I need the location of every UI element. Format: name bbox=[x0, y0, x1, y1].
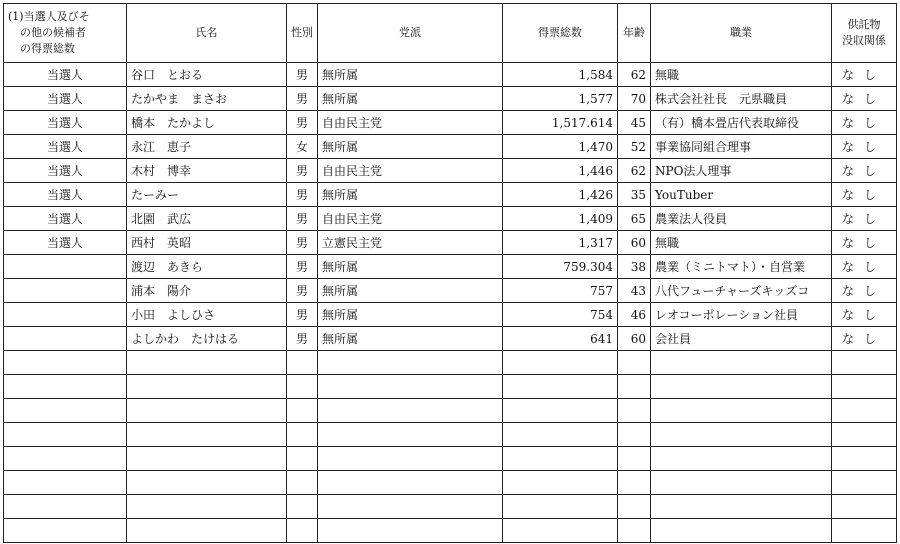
age-cell: 35 bbox=[618, 183, 651, 207]
table-body bbox=[4, 63, 897, 543]
sex-cell bbox=[287, 351, 318, 375]
table-row bbox=[4, 423, 897, 447]
age-cell: 46 bbox=[618, 303, 651, 327]
sex-cell: 女 bbox=[287, 135, 318, 159]
status-cell: 当選人 bbox=[4, 87, 127, 111]
status-cell: 当選人 bbox=[4, 207, 127, 231]
status-cell bbox=[4, 399, 127, 423]
votes-cell: 759.304 bbox=[503, 255, 618, 279]
deposit-cell: なし bbox=[832, 279, 897, 303]
votes-cell bbox=[503, 495, 618, 519]
occupation-cell: NPO法人理事 bbox=[651, 159, 832, 183]
age-cell bbox=[618, 399, 651, 423]
sex-cell bbox=[287, 519, 318, 543]
occupation-cell: 無職 bbox=[651, 63, 832, 87]
sex-cell bbox=[287, 495, 318, 519]
votes-cell: 1,409 bbox=[503, 207, 618, 231]
deposit-cell bbox=[832, 351, 897, 375]
occupation-cell bbox=[651, 351, 832, 375]
party-cell bbox=[318, 447, 503, 471]
candidate-name-cell bbox=[127, 423, 287, 447]
votes-cell: 1,577 bbox=[503, 87, 618, 111]
status-cell: 当選人 bbox=[4, 231, 127, 255]
status-cell bbox=[4, 495, 127, 519]
deposit-cell: なし bbox=[832, 111, 897, 135]
header-deposit bbox=[832, 4, 897, 63]
table-row bbox=[4, 207, 897, 231]
occupation-cell bbox=[651, 375, 832, 399]
deposit-cell: なし bbox=[832, 183, 897, 207]
age-cell bbox=[618, 519, 651, 543]
age-cell: 45 bbox=[618, 111, 651, 135]
sex-cell: 男 bbox=[287, 111, 318, 135]
candidate-name-cell: 西村 英昭 bbox=[127, 231, 287, 255]
party-cell bbox=[318, 519, 503, 543]
header-party: 党派 bbox=[318, 4, 503, 63]
age-cell: 43 bbox=[618, 279, 651, 303]
candidate-name-cell bbox=[127, 471, 287, 495]
sex-cell bbox=[287, 399, 318, 423]
occupation-cell: YouTuber bbox=[651, 183, 832, 207]
party-cell: 立憲民主党 bbox=[318, 231, 503, 255]
status-cell bbox=[4, 303, 127, 327]
deposit-cell: なし bbox=[832, 303, 897, 327]
party-cell: 自由民主党 bbox=[318, 159, 503, 183]
table-row bbox=[4, 495, 897, 519]
sex-cell bbox=[287, 447, 318, 471]
party-cell: 無所属 bbox=[318, 327, 503, 351]
deposit-cell: なし bbox=[832, 159, 897, 183]
status-cell bbox=[4, 279, 127, 303]
party-cell bbox=[318, 495, 503, 519]
candidate-name-cell: よしかわ たけはる bbox=[127, 327, 287, 351]
deposit-cell bbox=[832, 375, 897, 399]
header-sex: 性別 bbox=[287, 4, 318, 63]
party-cell bbox=[318, 375, 503, 399]
table-row bbox=[4, 399, 897, 423]
header-votes: 得票総数 bbox=[503, 4, 618, 63]
table-row bbox=[4, 279, 897, 303]
table-row bbox=[4, 351, 897, 375]
votes-cell bbox=[503, 447, 618, 471]
age-cell: 62 bbox=[618, 63, 651, 87]
header-result-category-line: の得票総数 bbox=[20, 42, 75, 55]
occupation-cell: （有）橋本畳店代表取締役 bbox=[651, 111, 832, 135]
sex-cell: 男 bbox=[287, 63, 318, 87]
table-row bbox=[4, 63, 897, 87]
age-cell bbox=[618, 423, 651, 447]
occupation-cell: レオコーポレーション社員 bbox=[651, 303, 832, 327]
votes-cell bbox=[503, 375, 618, 399]
deposit-cell: なし bbox=[832, 207, 897, 231]
age-cell: 38 bbox=[618, 255, 651, 279]
candidate-name-cell: 北園 武広 bbox=[127, 207, 287, 231]
deposit-cell bbox=[832, 471, 897, 495]
candidate-name-cell bbox=[127, 519, 287, 543]
age-cell bbox=[618, 375, 651, 399]
age-cell bbox=[618, 471, 651, 495]
age-cell: 52 bbox=[618, 135, 651, 159]
occupation-cell: 会社員 bbox=[651, 327, 832, 351]
deposit-cell bbox=[832, 495, 897, 519]
party-cell: 自由民主党 bbox=[318, 207, 503, 231]
occupation-cell bbox=[651, 495, 832, 519]
votes-cell: 1,517.614 bbox=[503, 111, 618, 135]
header-occupation: 職業 bbox=[651, 4, 832, 63]
deposit-cell: なし bbox=[832, 231, 897, 255]
sex-cell bbox=[287, 423, 318, 447]
occupation-cell bbox=[651, 399, 832, 423]
deposit-cell: なし bbox=[832, 135, 897, 159]
header-name: 氏名 bbox=[127, 4, 287, 63]
age-cell bbox=[618, 351, 651, 375]
occupation-cell: 八代フューチャーズキッズコ bbox=[651, 279, 832, 303]
status-cell: 当選人 bbox=[4, 135, 127, 159]
party-cell: 無所属 bbox=[318, 183, 503, 207]
age-cell: 62 bbox=[618, 159, 651, 183]
status-cell: 当選人 bbox=[4, 183, 127, 207]
deposit-cell bbox=[832, 519, 897, 543]
status-cell bbox=[4, 327, 127, 351]
votes-cell: 1,426 bbox=[503, 183, 618, 207]
header-result-category bbox=[4, 4, 127, 63]
sex-cell bbox=[287, 471, 318, 495]
age-cell bbox=[618, 495, 651, 519]
occupation-cell bbox=[651, 447, 832, 471]
occupation-cell bbox=[651, 423, 832, 447]
header-deposit-line: 供託物 bbox=[847, 18, 881, 31]
table-row bbox=[4, 111, 897, 135]
occupation-cell: 株式会社社長 元県職員 bbox=[651, 87, 832, 111]
deposit-cell: なし bbox=[832, 327, 897, 351]
candidate-name-cell: 橋本 たかよし bbox=[127, 111, 287, 135]
candidate-name-cell bbox=[127, 447, 287, 471]
deposit-cell bbox=[832, 399, 897, 423]
votes-cell: 641 bbox=[503, 327, 618, 351]
status-cell: 当選人 bbox=[4, 63, 127, 87]
candidate-name-cell bbox=[127, 399, 287, 423]
sex-cell: 男 bbox=[287, 207, 318, 231]
status-cell: 当選人 bbox=[4, 111, 127, 135]
party-cell: 無所属 bbox=[318, 255, 503, 279]
status-cell bbox=[4, 255, 127, 279]
status-cell bbox=[4, 423, 127, 447]
sex-cell: 男 bbox=[287, 279, 318, 303]
sex-cell bbox=[287, 375, 318, 399]
age-cell: 60 bbox=[618, 327, 651, 351]
party-cell: 無所属 bbox=[318, 63, 503, 87]
table-row bbox=[4, 303, 897, 327]
party-cell: 無所属 bbox=[318, 87, 503, 111]
table-row bbox=[4, 471, 897, 495]
status-cell: 当選人 bbox=[4, 159, 127, 183]
age-cell: 70 bbox=[618, 87, 651, 111]
table-row bbox=[4, 327, 897, 351]
votes-cell: 754 bbox=[503, 303, 618, 327]
sex-cell: 男 bbox=[287, 303, 318, 327]
header-result-category-line: の他の候補者 bbox=[20, 26, 86, 39]
votes-cell bbox=[503, 519, 618, 543]
votes-cell bbox=[503, 399, 618, 423]
table-row bbox=[4, 447, 897, 471]
party-cell bbox=[318, 399, 503, 423]
candidate-name-cell: 小田 よしひさ bbox=[127, 303, 287, 327]
sex-cell: 男 bbox=[287, 255, 318, 279]
table-row bbox=[4, 375, 897, 399]
occupation-cell bbox=[651, 519, 832, 543]
sex-cell: 男 bbox=[287, 159, 318, 183]
occupation-cell: 事業協同組合理事 bbox=[651, 135, 832, 159]
table-row bbox=[4, 183, 897, 207]
party-cell: 自由民主党 bbox=[318, 111, 503, 135]
status-cell bbox=[4, 375, 127, 399]
votes-cell: 1,470 bbox=[503, 135, 618, 159]
deposit-cell: なし bbox=[832, 63, 897, 87]
table-row bbox=[4, 519, 897, 543]
candidate-name-cell: 谷口 とおる bbox=[127, 63, 287, 87]
party-cell: 無所属 bbox=[318, 279, 503, 303]
votes-cell: 757 bbox=[503, 279, 618, 303]
party-cell: 無所属 bbox=[318, 135, 503, 159]
deposit-cell: なし bbox=[832, 255, 897, 279]
table-row bbox=[4, 231, 897, 255]
age-cell: 65 bbox=[618, 207, 651, 231]
occupation-cell: 無職 bbox=[651, 231, 832, 255]
status-cell bbox=[4, 447, 127, 471]
votes-cell bbox=[503, 471, 618, 495]
candidate-name-cell: 永江 恵子 bbox=[127, 135, 287, 159]
occupation-cell bbox=[651, 471, 832, 495]
votes-cell: 1,317 bbox=[503, 231, 618, 255]
party-cell bbox=[318, 351, 503, 375]
age-cell bbox=[618, 447, 651, 471]
occupation-cell: 農業法人役員 bbox=[651, 207, 832, 231]
election-results-table bbox=[3, 3, 897, 543]
sex-cell: 男 bbox=[287, 327, 318, 351]
party-cell bbox=[318, 423, 503, 447]
table-row bbox=[4, 255, 897, 279]
votes-cell: 1,446 bbox=[503, 159, 618, 183]
header-row bbox=[4, 4, 897, 63]
candidate-name-cell bbox=[127, 351, 287, 375]
table-row bbox=[4, 159, 897, 183]
votes-cell: 1,584 bbox=[503, 63, 618, 87]
candidate-name-cell: 渡辺 あきら bbox=[127, 255, 287, 279]
sex-cell: 男 bbox=[287, 231, 318, 255]
deposit-cell bbox=[832, 447, 897, 471]
status-cell bbox=[4, 351, 127, 375]
party-cell bbox=[318, 471, 503, 495]
candidate-name-cell: 木村 博幸 bbox=[127, 159, 287, 183]
deposit-cell bbox=[832, 423, 897, 447]
header-deposit-line: 没収関係 bbox=[842, 34, 886, 47]
votes-cell bbox=[503, 351, 618, 375]
header-result-category-line: (1)当選人及びそ bbox=[8, 10, 90, 23]
status-cell bbox=[4, 519, 127, 543]
sex-cell: 男 bbox=[287, 183, 318, 207]
status-cell bbox=[4, 471, 127, 495]
votes-cell bbox=[503, 423, 618, 447]
candidate-name-cell bbox=[127, 375, 287, 399]
candidate-name-cell bbox=[127, 495, 287, 519]
table-row bbox=[4, 135, 897, 159]
occupation-cell: 農業（ミニトマト）・自営業 bbox=[651, 255, 832, 279]
candidate-name-cell: 浦本 陽介 bbox=[127, 279, 287, 303]
candidate-name-cell: たーみー bbox=[127, 183, 287, 207]
party-cell: 無所属 bbox=[318, 303, 503, 327]
candidate-name-cell: たかやま まさお bbox=[127, 87, 287, 111]
table-row bbox=[4, 87, 897, 111]
sex-cell: 男 bbox=[287, 87, 318, 111]
header-age: 年齢 bbox=[618, 4, 651, 63]
age-cell: 60 bbox=[618, 231, 651, 255]
deposit-cell: なし bbox=[832, 87, 897, 111]
